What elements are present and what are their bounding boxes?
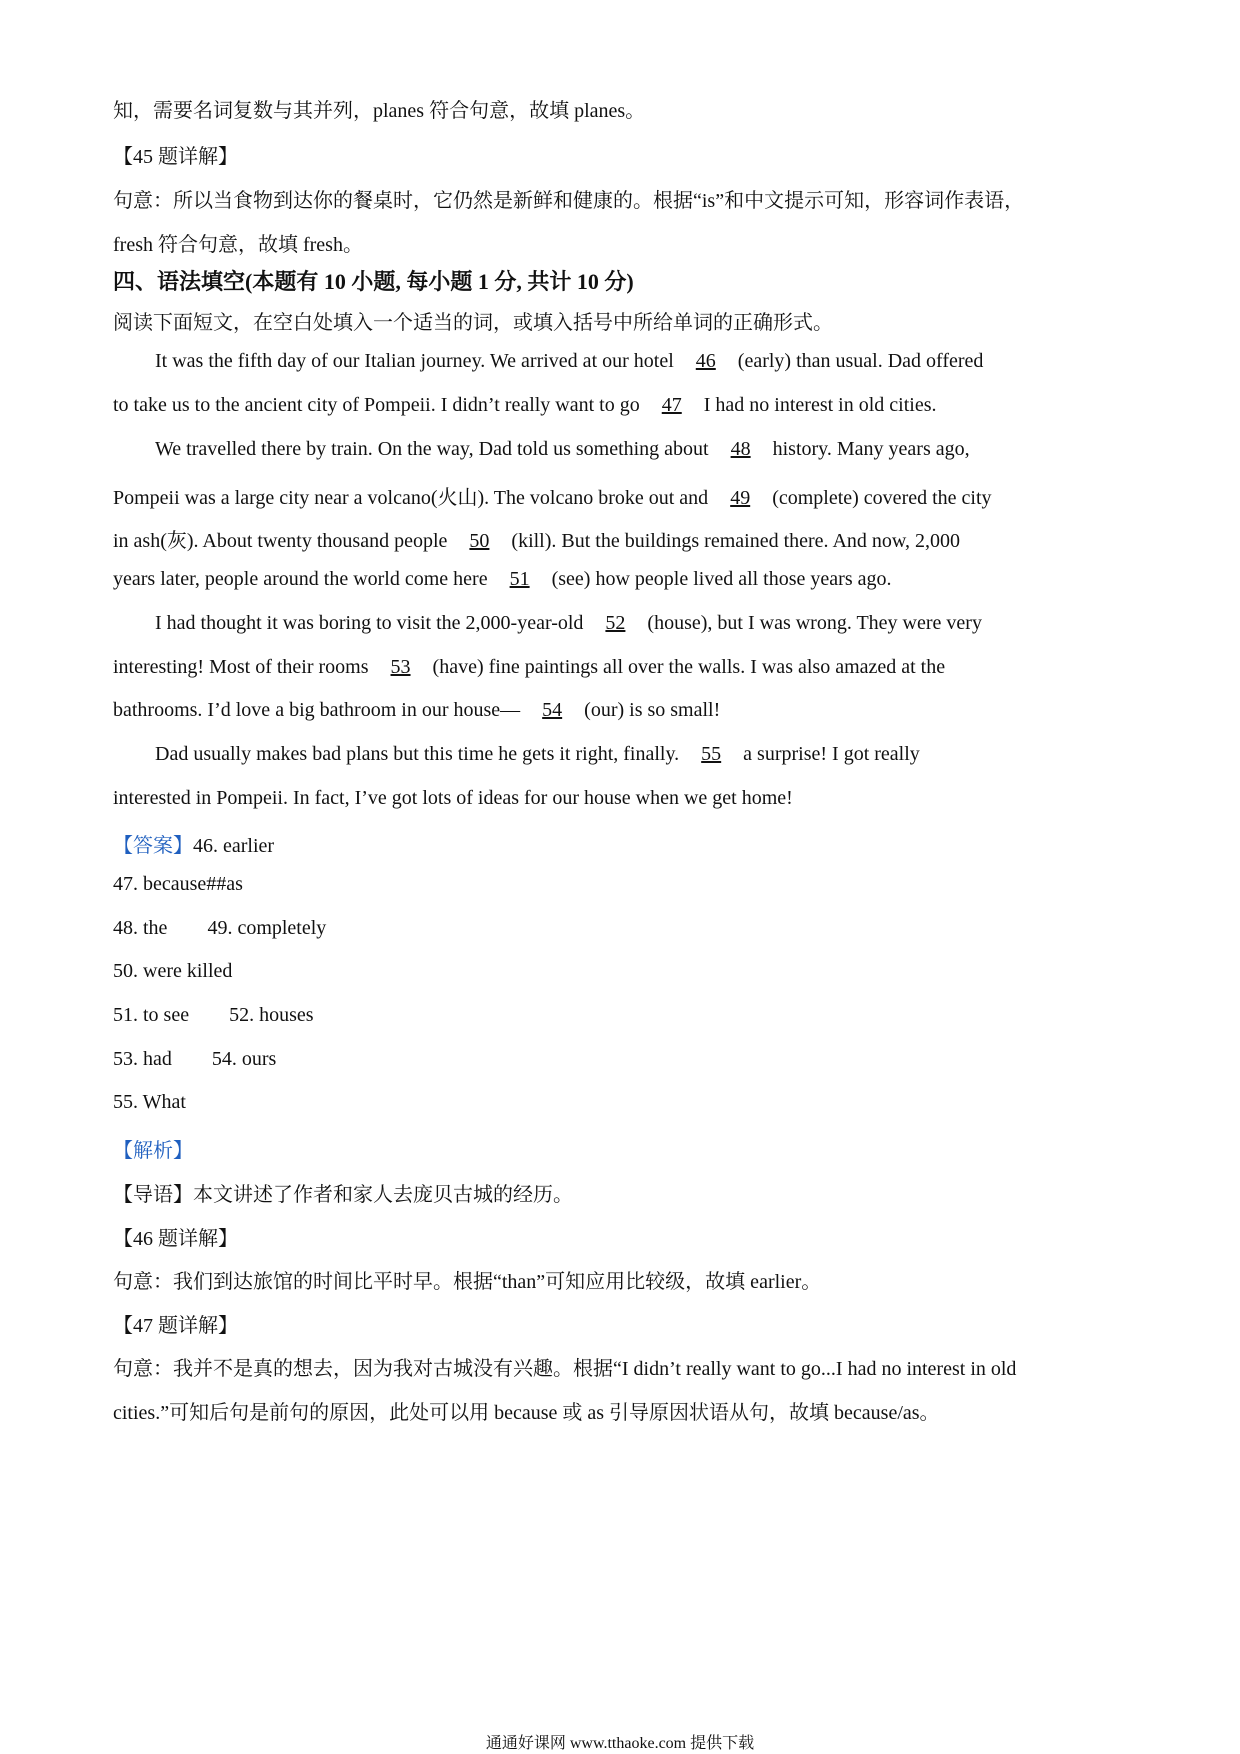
passage-line	[155, 743, 920, 766]
passage-text: It was the fifth day of our Italian journey. We arrived at our hotel	[155, 350, 674, 372]
answer-52: 52. houses	[229, 1004, 314, 1026]
passage-line	[155, 612, 982, 635]
passage-text: interesting! Most of their rooms	[113, 656, 369, 678]
passage-text: Dad usually makes bad plans but this time he gets it right, finally.	[155, 743, 680, 765]
text-line: 句意：所以当食物到达你的餐桌时，它仍然是新鲜和健康的。根据“is”和中文提示可知，形容词作表语，	[113, 190, 1025, 212]
blank-50: 50	[469, 530, 490, 552]
page-footer: 通通好课网 www.tthaoke.com 提供下载	[485, 1735, 755, 1752]
passage-text: (early) than usual. Dad offered	[737, 350, 984, 372]
passage-text: (house), but I was wrong. They were very	[647, 612, 982, 634]
passage-text: (see) how people lived all those years ago.	[551, 568, 892, 590]
passage-line	[155, 438, 970, 461]
analysis-label: 【解析】	[113, 1140, 193, 1162]
passage-line	[155, 350, 983, 373]
passage-text: I had thought it was boring to visit the 2,000-year-old	[155, 612, 584, 634]
answer-line	[113, 1048, 276, 1071]
section-instruction: 阅读下面短文，在空白处填入一个适当的词，或填入括号中所给单词的正确形式。	[113, 312, 833, 334]
q45-title: 【45 题详解】	[113, 146, 238, 168]
q46-text: 句意：我们到达旅馆的时间比平时早。根据“than”可知应用比较级，故填 earlier。	[113, 1271, 822, 1293]
passage-line	[113, 524, 960, 553]
answer-line	[113, 917, 326, 940]
blank-55: 55	[701, 743, 722, 765]
passage-line	[113, 699, 720, 722]
answer-label: 【答案】	[113, 835, 193, 857]
answer-49: 49. completely	[207, 917, 327, 939]
blank-48: 48	[730, 438, 751, 460]
passage-text: I had no interest in old cities.	[703, 394, 937, 416]
answer-line	[113, 1004, 314, 1027]
answer-48: 48. the	[113, 917, 168, 939]
passage-text: in ash(灰). About twenty thousand people	[113, 530, 448, 552]
answer-line	[113, 829, 274, 858]
analysis-intro: 【导语】本文讲述了作者和家人去庞贝古城的经历。	[113, 1184, 573, 1206]
q46-title: 【46 题详解】	[113, 1228, 238, 1250]
text-line: 知，需要名词复数与其并列，planes 符合句意，故填 planes。	[113, 100, 646, 122]
blank-46: 46	[695, 350, 716, 372]
passage-text: We travelled there by train. On the way, Dad told us something about	[155, 438, 709, 460]
passage-text: (complete) covered the city	[772, 487, 992, 509]
passage-text: a surprise! I got really	[743, 743, 920, 765]
blank-49: 49	[730, 487, 751, 509]
q47-text: 句意：我并不是真的想去，因为我对古城没有兴趣。根据“I didn’t really want to go...I had no interest in old	[113, 1358, 1017, 1380]
answer-53: 53. had	[113, 1048, 172, 1070]
passage-line	[113, 568, 891, 591]
blank-52: 52	[605, 612, 626, 634]
blank-51: 51	[509, 568, 530, 590]
passage-line: interested in Pompeii. In fact, I’ve got lots of ideas for our house when we get home!	[113, 787, 793, 809]
answer-51: 51. to see	[113, 1004, 190, 1026]
passage-text: to take us to the ancient city of Pompeii. I didn’t really want to go	[113, 394, 640, 416]
answer-46: 46. earlier	[193, 835, 275, 857]
section-heading: 四、语法填空(本题有 10 小题, 每小题 1 分, 共计 10 分)	[113, 269, 634, 294]
passage-line	[113, 481, 992, 510]
answer-47: 47. because##as	[113, 873, 243, 895]
passage-text: (have) fine paintings all over the walls. I was also amazed at the	[432, 656, 946, 678]
passage-text: bathrooms. I’d love a big bathroom in our house—	[113, 699, 521, 721]
passage-text: (kill). But the buildings remained there. And now, 2,000	[511, 530, 961, 552]
passage-line	[113, 656, 945, 679]
passage-text: years later, people around the world come here	[113, 568, 488, 590]
blank-47: 47	[661, 394, 682, 416]
passage-text: history. Many years ago,	[772, 438, 970, 460]
answer-54: 54. ours	[211, 1048, 277, 1070]
q47-title: 【47 题详解】	[113, 1315, 238, 1337]
answer-50: 50. were killed	[113, 960, 233, 982]
q47-text: cities.”可知后句是前句的原因，此处可以用 because 或 as 引导原因状语从句，故填 because/as。	[113, 1402, 940, 1424]
passage-text: (our) is so small!	[584, 699, 721, 721]
answer-55: 55. What	[113, 1091, 186, 1113]
passage-line	[113, 394, 936, 417]
blank-53: 53	[390, 656, 411, 678]
passage-text: Pompeii was a large city near a volcano(火山). The volcano broke out and	[113, 487, 709, 509]
blank-54: 54	[542, 699, 563, 721]
text-line: fresh 符合句意，故填 fresh。	[113, 234, 363, 256]
